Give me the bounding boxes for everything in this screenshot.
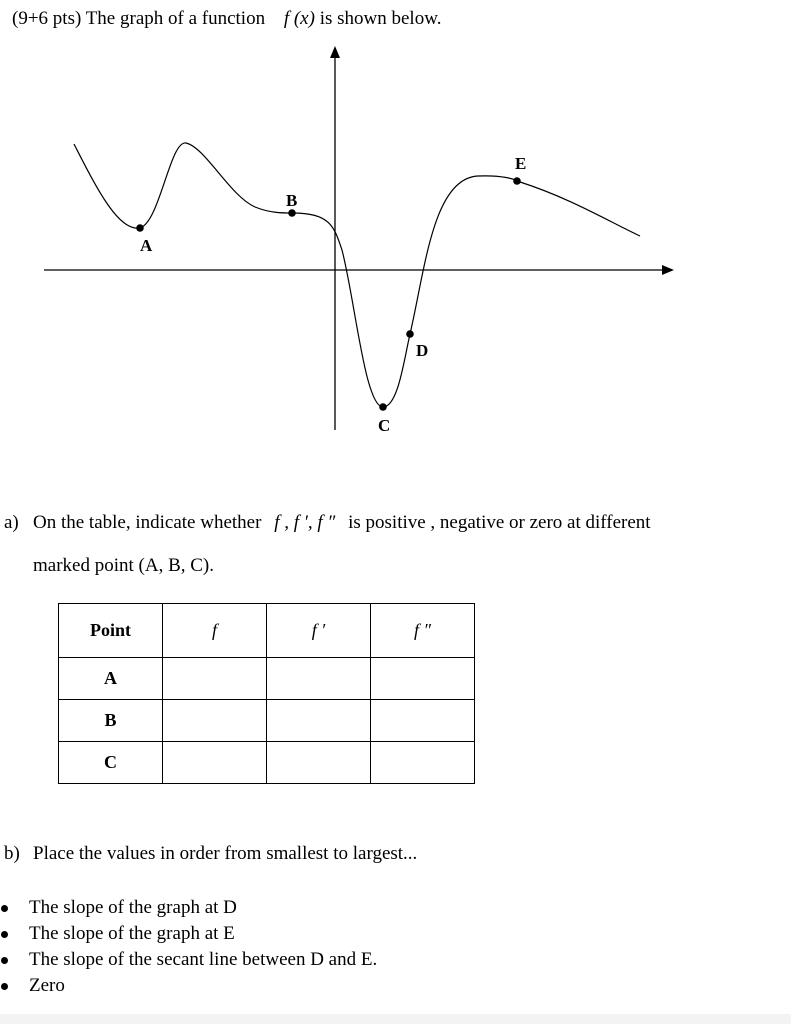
list-item-text: The slope of the graph at D — [29, 897, 237, 918]
ordering-list — [0, 896, 377, 1000]
question-a-text-prefix: On the table, indicate whether — [33, 512, 262, 533]
list-item — [0, 896, 377, 922]
bullet-icon — [1, 905, 8, 912]
cell-f-prime[interactable] — [267, 700, 371, 742]
header-text: (9+6 pts) The graph of a function — [12, 8, 266, 29]
cell-f-double-prime[interactable] — [371, 742, 475, 784]
cell-f[interactable] — [163, 658, 267, 700]
bottom-strip — [0, 1014, 791, 1024]
table-header-row — [59, 604, 475, 658]
point-E-label: E — [515, 154, 527, 173]
question-a-functions: f , f ′, f ″ — [274, 512, 336, 533]
cell-f-double-prime[interactable] — [371, 658, 475, 700]
question-a — [4, 512, 651, 534]
cell-f-double-prime[interactable] — [371, 700, 475, 742]
cell-f-prime[interactable] — [267, 742, 371, 784]
table-row — [59, 742, 475, 784]
table-row — [59, 700, 475, 742]
point-B-marker — [288, 209, 296, 217]
list-item — [0, 974, 377, 1000]
header-point: Point — [59, 604, 163, 658]
bullet-icon — [1, 957, 8, 964]
cell-f[interactable] — [163, 700, 267, 742]
point-C-label: C — [378, 416, 391, 435]
list-item — [0, 948, 377, 974]
cell-f-prime[interactable] — [267, 658, 371, 700]
table-row — [59, 658, 475, 700]
question-a-line2: marked point (A, B, C). — [33, 555, 215, 576]
question-b — [4, 843, 417, 865]
row-point-label: C — [59, 742, 163, 784]
cell-f[interactable] — [163, 742, 267, 784]
bullet-icon — [1, 931, 8, 938]
answer-table — [58, 603, 475, 784]
header-f-prime: f ′ — [267, 604, 371, 658]
question-a-text-suffix: is positive , negative or zero at different — [348, 512, 651, 533]
point-E-marker — [513, 177, 521, 185]
row-point-label: B — [59, 700, 163, 742]
point-D-marker — [406, 330, 414, 338]
problem-header — [12, 8, 441, 30]
point-C-marker — [379, 403, 387, 411]
function-graph — [0, 40, 791, 440]
list-item-text: Zero — [29, 975, 65, 996]
bullet-icon — [1, 983, 8, 990]
function-notation: f (x) — [283, 8, 315, 29]
list-item — [0, 922, 377, 948]
header-f: f — [163, 604, 267, 658]
header-f-double-prime: f ″ — [371, 604, 475, 658]
point-A-marker — [136, 224, 144, 232]
header-suffix: is shown below. — [319, 8, 442, 29]
list-item-text: The slope of the secant line between D and E. — [29, 949, 378, 970]
point-D-label: D — [416, 341, 429, 360]
question-b-label: b) — [4, 843, 20, 864]
function-curve — [74, 143, 640, 407]
point-B-label: B — [286, 191, 298, 210]
point-A-label: A — [140, 236, 153, 255]
question-b-text: Place the values in order from smallest to largest... — [33, 843, 418, 864]
question-a-label: a) — [4, 512, 19, 533]
row-point-label: A — [59, 658, 163, 700]
list-item-text: The slope of the graph at E — [29, 923, 235, 944]
